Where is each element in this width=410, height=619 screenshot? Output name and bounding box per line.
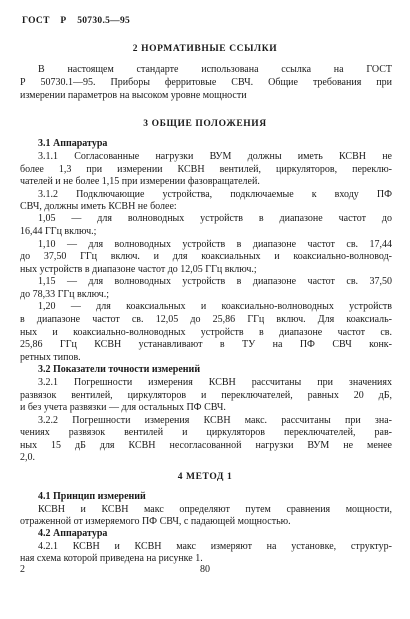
footer-left-mark: 2 bbox=[20, 564, 25, 575]
s3-1-line: 1,10 — для волноводных устройств в диапазоне частот св. 17,44 bbox=[38, 239, 392, 250]
s4-1-line: КСВН и КСВН макс определяют путем сравнения мощности, bbox=[38, 504, 392, 515]
subsection-3-2: 3.2 Показатели точности измерений bbox=[38, 364, 201, 375]
s3-1-line: до 37,50 ГГц включ. и для коаксиальных и коаксиально-волновод- bbox=[20, 251, 392, 262]
s3-1-line: 1,15 — для волноводных устройств в диапазоне частот св. 37,50 bbox=[38, 276, 392, 287]
s2-line: В настоящем стандарте использована ссылка на ГОСТ bbox=[38, 64, 392, 75]
s3-1-line: 16,44 ГГц включ.; bbox=[20, 226, 97, 237]
header-gost: ГОСТ bbox=[22, 16, 50, 26]
s3-2-line: 3.2.1 Погрешности измерения КСВН рассчитаны при значениях bbox=[38, 377, 392, 388]
s3-2-line: развязок вентилей, циркуляторов и переключателей, равных 20 дБ, bbox=[20, 390, 392, 401]
s3-1-line: 1,20 — для коаксиальных и коаксиально-волноводных устройств bbox=[38, 301, 392, 312]
s3-1-line: более 1,3 при измерении КСВН вентилей, циркуляторов, переклю- bbox=[20, 164, 392, 175]
page-header bbox=[22, 16, 138, 26]
header-number: 50730.5—95 bbox=[77, 16, 131, 26]
s4-1-line: отраженной от измеряемого ПФ СВЧ, с падающей мощностью. bbox=[20, 516, 291, 527]
section-3-title: 3 ОБЩИЕ ПОЛОЖЕНИЯ bbox=[143, 119, 267, 129]
s4-2-line: ная схема которой приведена на рисунке 1. bbox=[20, 553, 203, 564]
s3-1-line: до 78,33 ГГц включ.; bbox=[20, 289, 109, 300]
s2-line: Р 50730.1—95. Приборы ферритовые СВЧ. Общие требования при bbox=[20, 77, 392, 88]
s3-1-line: в диапазоне частот св. 12,05 до 25,86 ГГц включ. Для коаксиаль- bbox=[20, 314, 392, 325]
s3-1-line: ретных типов. bbox=[20, 352, 81, 363]
section-4-title: 4 МЕТОД 1 bbox=[177, 472, 233, 482]
s3-2-line: 2,0. bbox=[20, 452, 35, 463]
s3-1-line: ных устройств в диапазоне частот до 12,05 ГГц включ.; bbox=[20, 264, 257, 275]
s3-1-line: 3.1.2 Подключающие устройства, подключаемые к входу ПФ bbox=[38, 189, 392, 200]
s3-1-line: СВЧ, должны иметь КСВН не более: bbox=[20, 201, 177, 212]
s2-line: измерении параметров на высоком уровне мощности bbox=[20, 90, 247, 101]
page-number: 80 bbox=[200, 564, 210, 575]
s3-1-line: 3.1.1 Согласованные нагрузки ВУМ должны иметь КСВН не bbox=[38, 151, 392, 162]
header-r: Р bbox=[60, 16, 67, 26]
s3-1-line: ных и коаксиально-волноводных устройств в диапазоне частот св. bbox=[20, 327, 392, 338]
s4-2-line: 4.2.1 КСВН и КСВН макс измеряют на установке, структур- bbox=[38, 541, 392, 552]
s3-1-line: 1,05 — для волноводных устройств в диапазоне частот до bbox=[38, 213, 392, 224]
section-2-title: 2 НОРМАТИВНЫЕ ССЫЛКИ bbox=[132, 44, 278, 54]
s3-1-line: 25,86 ГГц КСВН устанавливают в ТУ на ПФ СВЧ конк- bbox=[20, 339, 392, 350]
s3-2-line: ных 15 дБ для КСВН несогласованной нагрузки ВУМ не менее bbox=[20, 440, 392, 451]
s3-1-line: чателей и не более 1,15 при измерении фазовращателей. bbox=[20, 176, 260, 187]
subsection-4-2: 4.2 Аппаратура bbox=[38, 528, 108, 539]
s3-2-line: и без учета развязки — для остальных ПФ СВЧ. bbox=[20, 402, 226, 413]
s3-2-line: 3.2.2 Погрешности измерения КСВН макс. рассчитаны при зна- bbox=[38, 415, 392, 426]
s3-2-line: чениях развязок вентилей и циркуляторов переключателей, рав- bbox=[20, 427, 392, 438]
subsection-3-1: 3.1 Аппаратура bbox=[38, 138, 108, 149]
subsection-4-1: 4.1 Принцип измерений bbox=[38, 491, 146, 502]
